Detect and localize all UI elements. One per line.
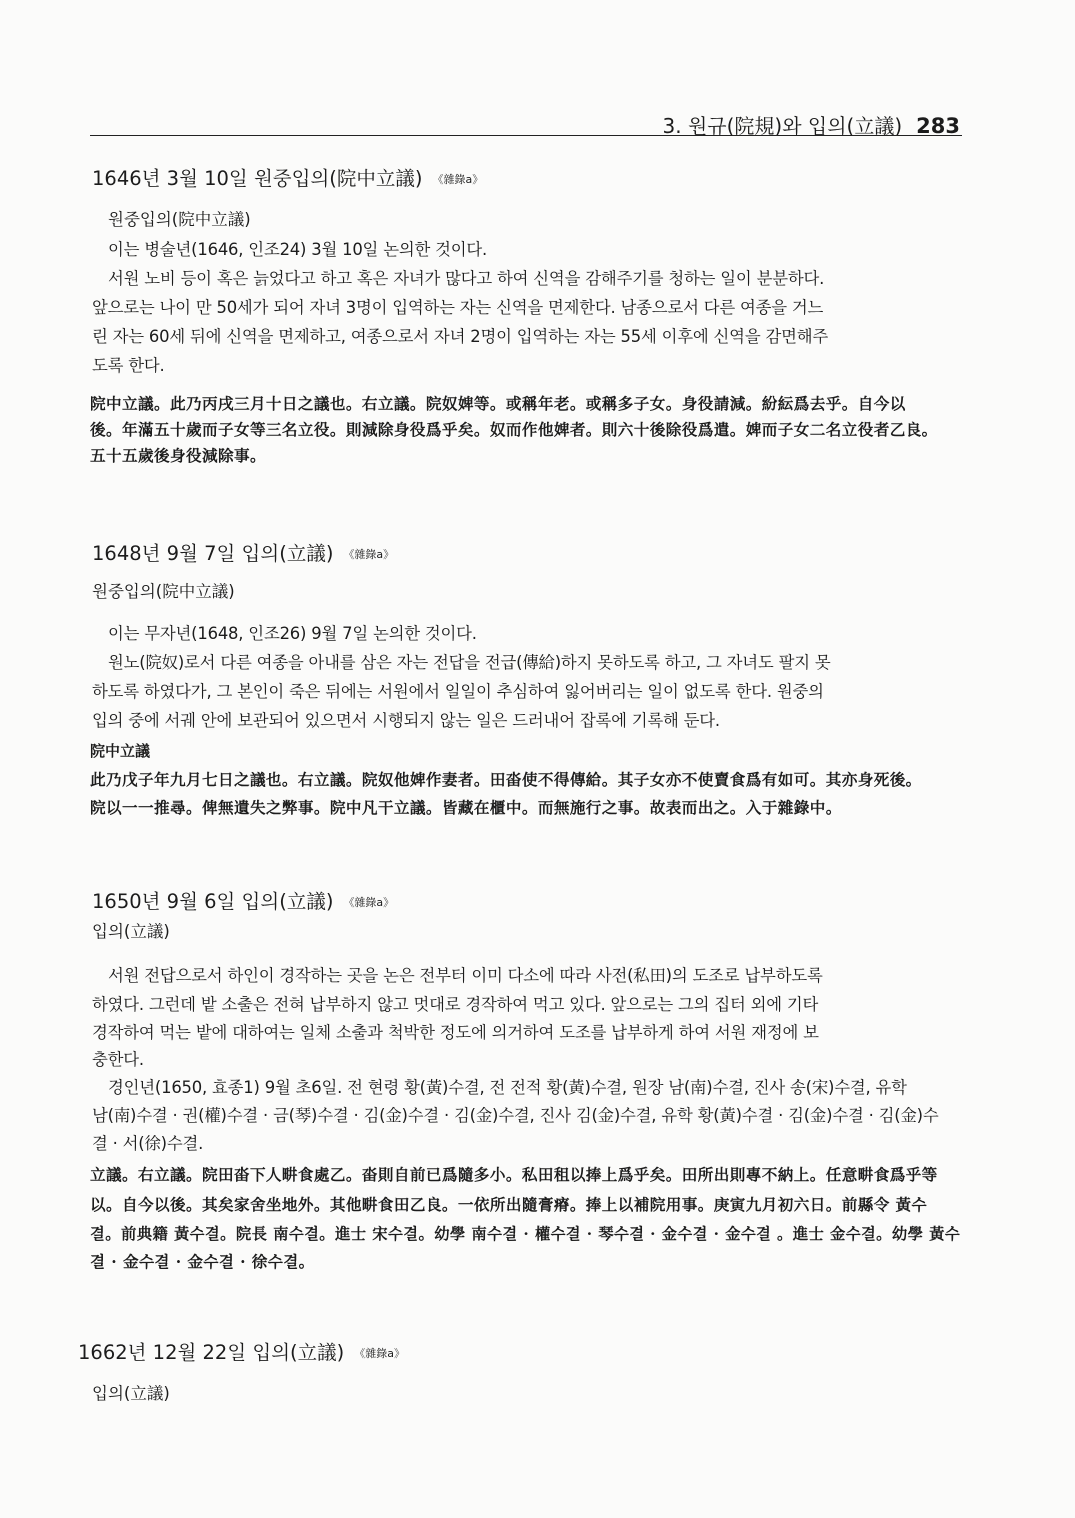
original-text-line: 以。自今以後。其矣家舍坐地外。其他畊食田乙良。一依所出隨膏瘠。捧上以補院用事。庚寅九月初六日。前縣令 黃수 bbox=[90, 1195, 927, 1214]
source-note: 《雜錄a》 bbox=[343, 896, 395, 909]
translation-line: 충한다. bbox=[92, 1050, 144, 1069]
section-label: 원중입의(院中立議) bbox=[108, 210, 251, 229]
page-number: 283 bbox=[916, 114, 960, 138]
original-label: 院中立議 bbox=[90, 742, 151, 760]
original-text-line: 결。前典籍 黃수결。院長 南수결。進士 宋수결。幼學 南수결 · 權수결 · 琴수결 · 金수결 · 金수결 。進士 金수결。幼學 黃수 bbox=[90, 1225, 961, 1243]
translation-line: 도록 한다. bbox=[92, 356, 165, 375]
original-text-line: 立議。右立議。院田畓下人畊食處乙。畓則自前已爲隨多小。私田租以捧上爲乎矣。田所出則專不納上。任意畊食爲乎等 bbox=[90, 1165, 938, 1184]
translation-line: 하였다. 그런데 밭 소출은 전혀 납부하지 않고 멋대로 경작하여 먹고 있다. 앞으로는 그의 집터 외에 기타 bbox=[92, 995, 819, 1014]
heading-text: 1662년 12월 22일 입의(立議) bbox=[78, 1341, 345, 1364]
translation-line: 남(南)수결 · 권(權)수결 · 금(琴)수결 · 김(金)수결 · 김(金)수결, 진사 김(金)수결, 유학 황(黃)수결 · 김(金)수결 · 김(金)수 bbox=[92, 1106, 939, 1125]
original-text-line: 院以一一推尋。俾無遺失之弊事。院中凡干立議。皆藏在櫃中。而無施行之事。故表而出之。入于雜錄中。 bbox=[90, 798, 842, 817]
original-text-line: 後。年滿五十歲而子女等三名立役。則減除身役爲乎矣。奴而作他婢者。則六十後除役爲遣。婢而子女二名立役者乙良。 bbox=[90, 420, 938, 439]
section-label: 입의(立議) bbox=[92, 922, 170, 941]
section-heading bbox=[92, 163, 483, 191]
section-heading bbox=[92, 886, 394, 914]
translation-line: 이는 무자년(1648, 인조26) 9월 7일 논의한 것이다. bbox=[108, 624, 477, 643]
section-label: 원중입의(院中立議) bbox=[92, 582, 235, 601]
translation-line: 입의 중에 서궤 안에 보관되어 있으면서 시행되지 않는 일은 드러내어 잡록에 기록해 둔다. bbox=[92, 711, 720, 730]
translation-line: 이는 병술년(1646, 인조24) 3월 10일 논의한 것이다. bbox=[108, 240, 488, 259]
source-note: 《雜錄a》 bbox=[432, 173, 484, 186]
section-heading bbox=[78, 1337, 405, 1365]
heading-text: 1650년 9월 6일 입의(立議) bbox=[92, 890, 334, 913]
original-text-line: 此乃戊子年九月七日之議也。右立議。院奴他婢作妻者。田畓使不得傳給。其子女亦不使賣食爲有如可。其亦身死後。 bbox=[90, 770, 922, 789]
translation-line: 서원 노비 등이 혹은 늙었다고 하고 혹은 자녀가 많다고 하여 신역을 감해주기를 청하는 일이 분분하다. bbox=[108, 269, 825, 288]
translation-line: 경작하여 먹는 밭에 대하여는 일체 소출과 척박한 정도에 의거하여 도조를 납부하게 하여 서원 재정에 보 bbox=[92, 1023, 819, 1042]
translation-line: 경인년(1650, 효종1) 9월 초6일. 전 현령 황(黃)수결, 전 전적 황(黃)수결, 원장 남(南)수결, 진사 송(宋)수결, 유학 bbox=[108, 1078, 907, 1097]
translation-line: 서원 전답으로서 하인이 경작하는 곳을 논은 전부터 이미 다소에 따라 사전(私田)의 도조로 납부하도록 bbox=[108, 966, 823, 985]
original-text-line: 院中立議。此乃丙戌三月十日之議也。右立議。院奴婢等。或稱年老。或稱多子女。身役請減。紛紜爲去乎。自今以 bbox=[90, 394, 906, 413]
translation-line: 원노(院奴)로서 다른 여종을 아내를 삼은 자는 전답을 전급(傳給)하지 못하도록 하고, 그 자녀도 팔지 못 bbox=[108, 653, 831, 672]
translation-line: 하도록 하였다가, 그 본인이 죽은 뒤에는 서원에서 일일이 추심하여 잃어버리는 일이 없도록 한다. 원중의 bbox=[92, 682, 824, 701]
heading-text: 1646년 3월 10일 원중입의(院中立議) bbox=[92, 167, 423, 190]
translation-line: 앞으로는 나이 만 50세가 되어 자녀 3명이 입역하는 자는 신역을 면제한다. 남종으로서 다른 여종을 거느 bbox=[92, 298, 824, 317]
original-text-line: 五十五歲後身役減除事。 bbox=[90, 446, 266, 465]
original-text-line: 결 · 金수결 · 金수결 · 徐수결。 bbox=[90, 1252, 315, 1271]
section-heading bbox=[92, 538, 394, 566]
section-label: 입의(立議) bbox=[92, 1384, 170, 1403]
source-note: 《雜錄a》 bbox=[343, 548, 395, 561]
header-rule bbox=[90, 135, 962, 136]
running-title: 3. 원규(院規)와 입의(立議) bbox=[662, 114, 903, 138]
heading-text: 1648년 9월 7일 입의(立議) bbox=[92, 542, 334, 565]
source-note: 《雜錄a》 bbox=[354, 1347, 405, 1360]
translation-line: 결 · 서(徐)수결. bbox=[92, 1134, 204, 1153]
translation-line: 린 자는 60세 뒤에 신역을 면제하고, 여종으로서 자녀 2명이 입역하는 자는 55세 이후에 신역을 감면해주 bbox=[92, 327, 828, 346]
